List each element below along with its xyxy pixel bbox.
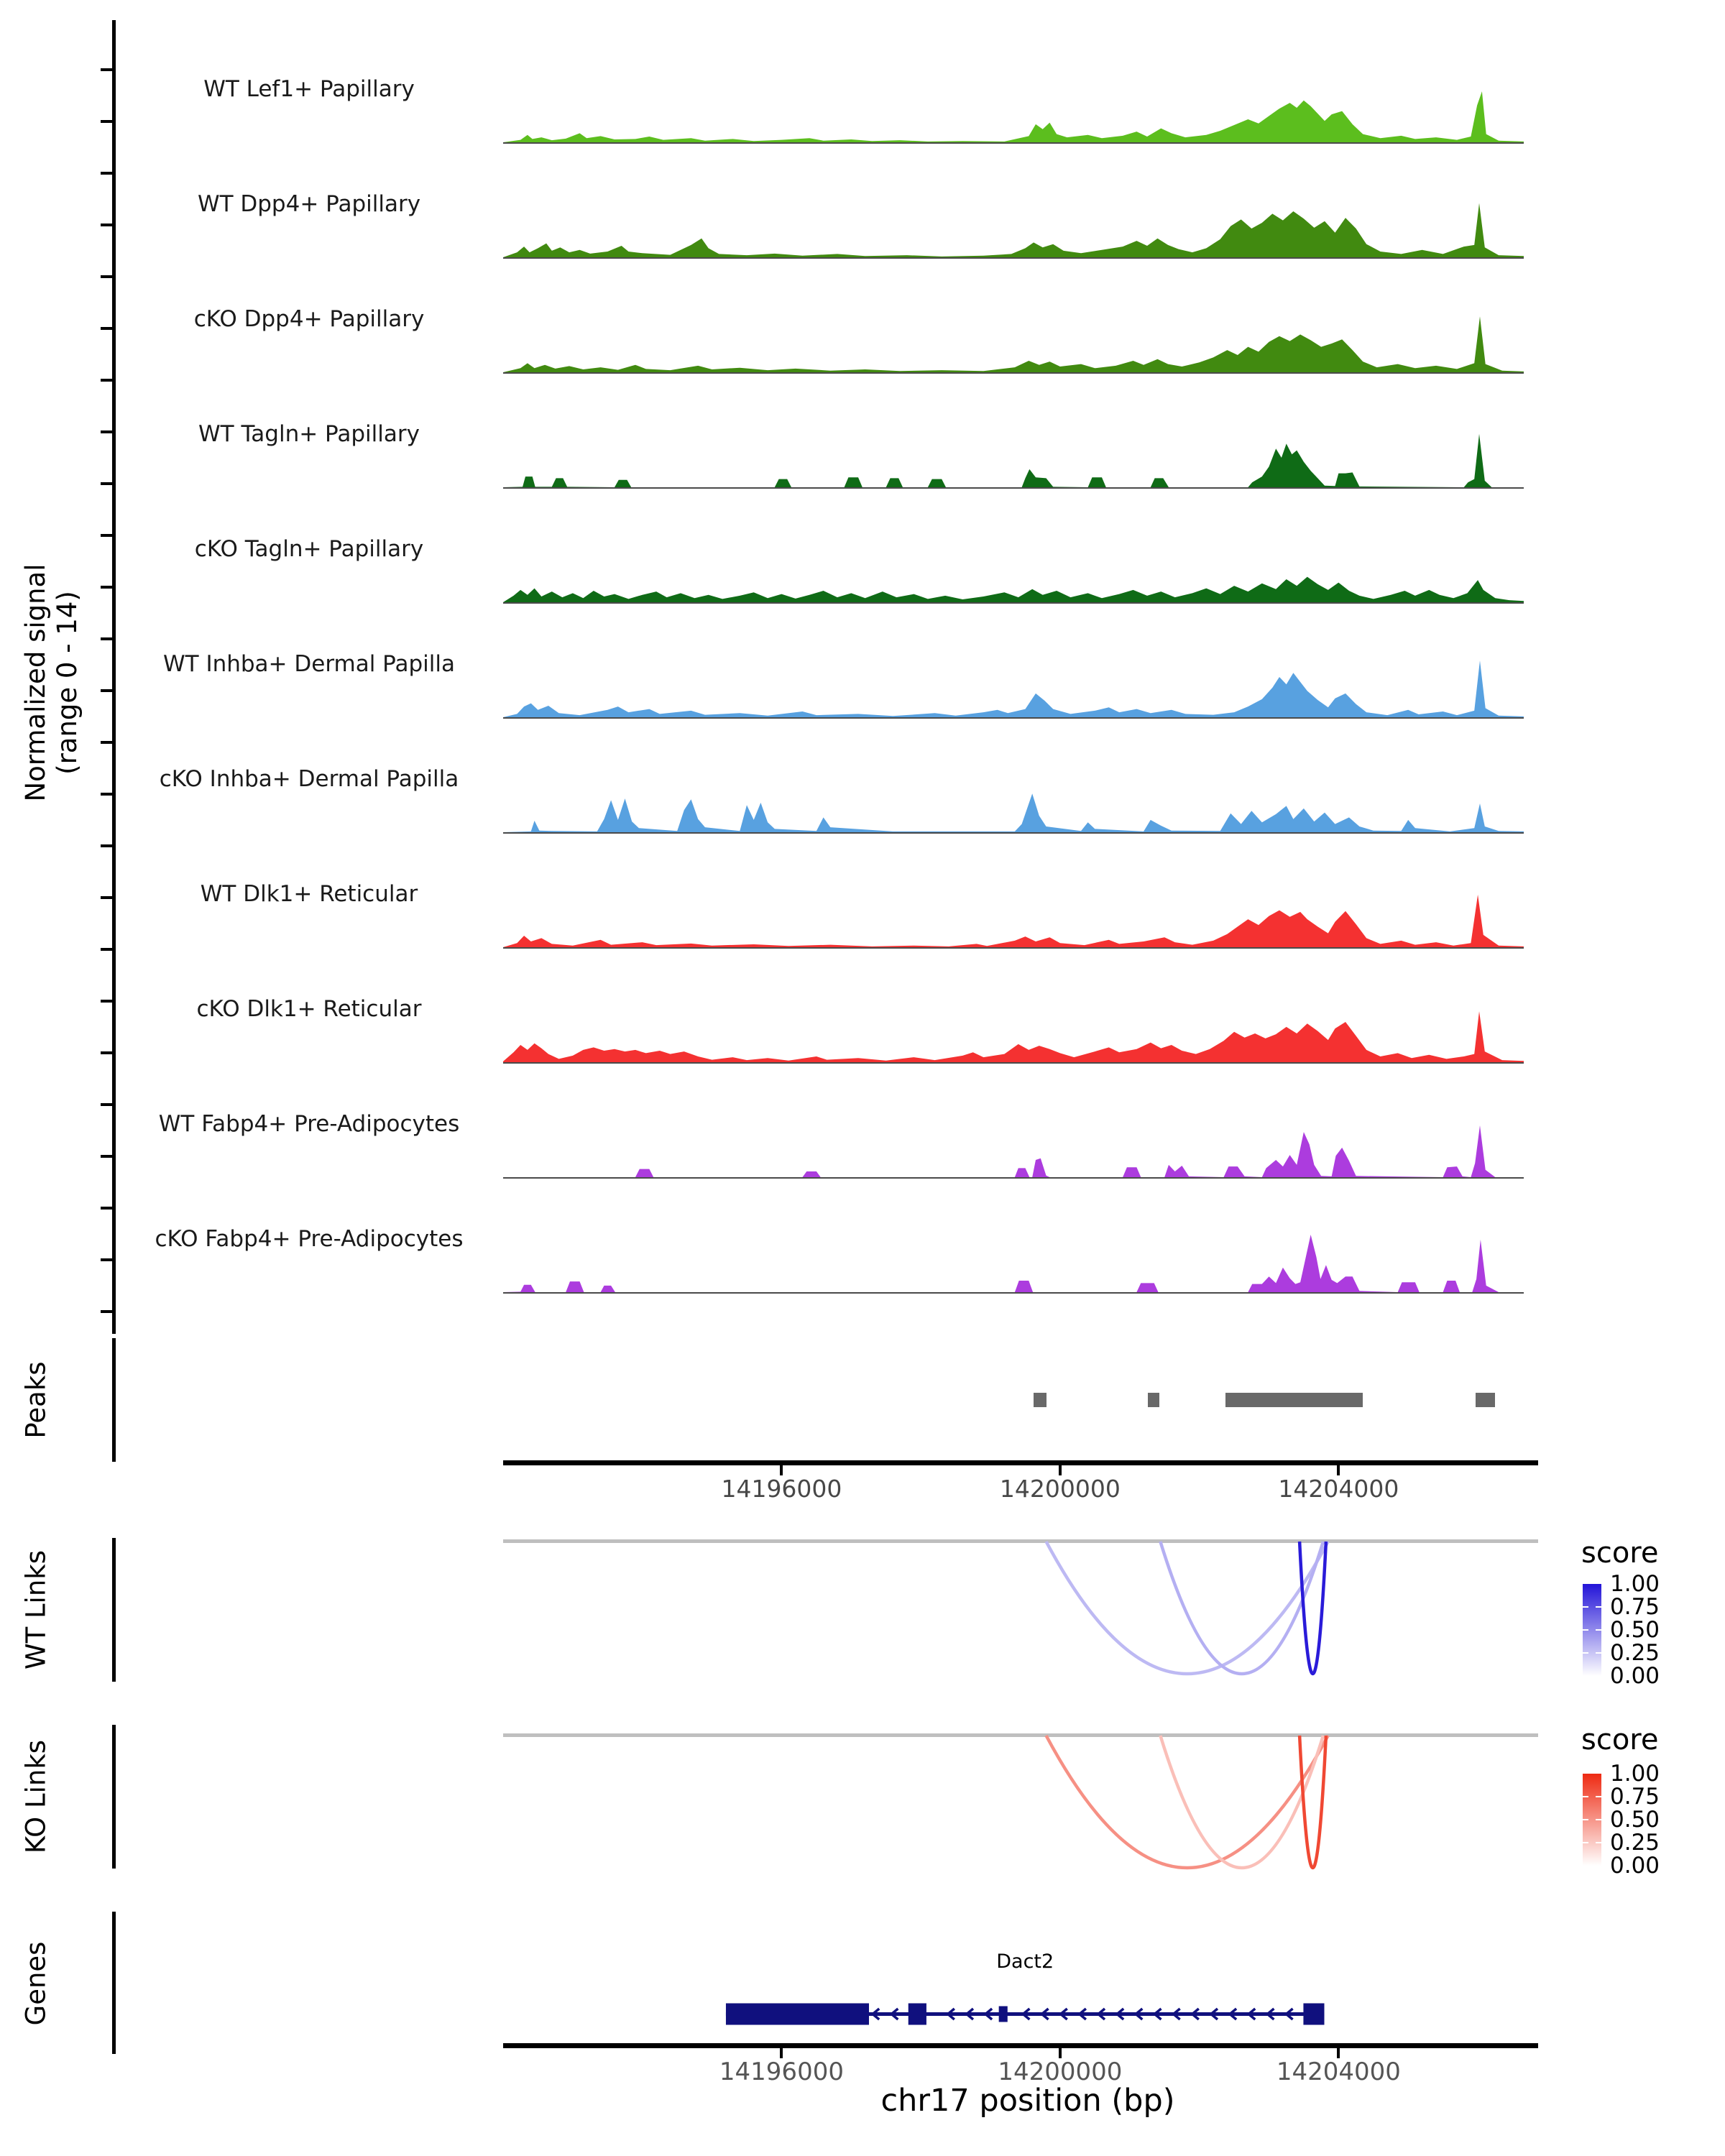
signal-y-axis-tick — [101, 586, 114, 589]
track-baseline — [503, 142, 1524, 144]
coverage-track-cko-tagln-papillary — [503, 543, 1524, 604]
score-legend-tick-label: 0.25 — [1610, 1640, 1660, 1666]
genome-axis-tick — [1059, 1465, 1062, 1475]
peak-region — [1225, 1393, 1363, 1407]
genes-section-label: Genes — [20, 1941, 52, 2026]
genome-axis-tick-label: 14196000 — [719, 2058, 844, 2086]
signal-y-axis-tick — [101, 1103, 114, 1106]
score-legend-tick-label: 0.00 — [1610, 1853, 1660, 1879]
coverage-track-cko-fabp4-pre-adipocytes — [503, 1233, 1524, 1294]
link-arc — [1046, 1542, 1328, 1674]
track-label: WT Tagln+ Papillary — [198, 421, 420, 447]
track-baseline — [503, 1062, 1524, 1064]
signal-y-axis-tick — [101, 430, 114, 433]
signal-y-axis-tick — [101, 1000, 114, 1003]
gene-exon — [1303, 2004, 1324, 2025]
score-legend-tick-label: 0.75 — [1610, 1594, 1660, 1620]
ko-links-axis-bar — [112, 1725, 116, 1869]
signal-y-axis-tick — [101, 1310, 114, 1313]
score-legend-title: score — [1581, 1723, 1659, 1756]
score-legend-gradient-tick — [1596, 1842, 1601, 1843]
score-legend-tick-label: 0.50 — [1610, 1617, 1660, 1643]
signal-y-axis-tick — [101, 68, 114, 71]
track-label: cKO Fabp4+ Pre-Adipocytes — [155, 1226, 464, 1252]
wt-links-arcs — [503, 1542, 1524, 1685]
coverage-track-cko-dpp4-papillary — [503, 313, 1524, 374]
signal-y-axis-tick — [101, 379, 114, 382]
genome-axis-tick-label: 14204000 — [1278, 1475, 1399, 1503]
track-label: cKO Dlk1+ Reticular — [196, 996, 422, 1022]
score-legend-tick-label: 1.00 — [1610, 1761, 1660, 1787]
signal-y-axis-tick — [101, 120, 114, 123]
coverage-track-cko-dlk1-reticular — [503, 1003, 1524, 1064]
score-legend-gradient-tick — [1583, 1629, 1588, 1631]
coverage-track-wt-inhba-dermal-papilla — [503, 658, 1524, 719]
gene-exon — [999, 2007, 1008, 2022]
score-legend-gradient-tick — [1583, 1652, 1588, 1654]
genome-axis-tick — [1059, 2048, 1062, 2058]
coverage-track-cko-inhba-dermal-papilla — [503, 773, 1524, 834]
gene-exon — [726, 2004, 869, 2025]
gene-model — [503, 1998, 1524, 2031]
track-label: WT Fabp4+ Pre-Adipocytes — [158, 1111, 460, 1137]
track-baseline — [503, 717, 1524, 719]
track-label: WT Dpp4+ Papillary — [197, 191, 421, 217]
genome-axis-tick-label: 14200000 — [999, 1475, 1121, 1503]
genome-axis-tick — [780, 2048, 783, 2058]
signal-y-axis-tick — [101, 741, 114, 744]
score-legend-tick-label: 1.00 — [1610, 1571, 1660, 1597]
gene-name-label: Dact2 — [996, 1950, 1054, 1973]
score-legend-tick-label: 0.25 — [1610, 1830, 1660, 1856]
score-legend-gradient-tick — [1583, 1819, 1588, 1820]
genome-axis-tick — [780, 1465, 783, 1475]
score-legend-gradient-tick — [1596, 1652, 1601, 1654]
score-legend-gradient-tick — [1583, 1606, 1588, 1608]
y-axis-label-line2: (range 0 - 14) — [52, 591, 83, 775]
score-legend-title: score — [1581, 1537, 1659, 1570]
genome-axis-tick — [1337, 2048, 1340, 2058]
peak-region — [1148, 1393, 1159, 1407]
track-label: WT Lef1+ Papillary — [203, 76, 415, 102]
signal-y-axis-tick — [101, 1207, 114, 1210]
signal-y-axis-tick — [101, 1258, 114, 1261]
score-legend-gradient-tick — [1596, 1629, 1601, 1631]
score-legend-gradient-tick — [1583, 1796, 1588, 1797]
signal-y-axis-tick — [101, 482, 114, 485]
peak-region — [1034, 1393, 1046, 1407]
coverage-track-wt-lef1-papillary — [503, 83, 1524, 144]
genome-axis-tick-label: 14200000 — [998, 2058, 1123, 2086]
y-axis-label-line1: Normalized signal — [20, 563, 51, 802]
track-baseline — [503, 1292, 1524, 1294]
track-baseline — [503, 832, 1524, 834]
signal-y-axis-tick — [101, 275, 114, 278]
track-baseline — [503, 257, 1524, 259]
genome-axis-tick-label: 14204000 — [1276, 2058, 1401, 2086]
genome-axis-upper — [503, 1460, 1538, 1465]
track-baseline — [503, 602, 1524, 604]
signal-y-axis-tick — [101, 172, 114, 175]
genome-axis-tick — [1337, 1465, 1340, 1475]
genome-axis-lower — [503, 2043, 1538, 2048]
y-axis-label — [20, 563, 83, 801]
gene-exon — [908, 2004, 926, 2025]
ko-links-section-label: KO Links — [20, 1739, 52, 1854]
coverage-track-wt-dlk1-reticular — [503, 888, 1524, 949]
score-legend-tick-label: 0.75 — [1610, 1784, 1660, 1810]
signal-y-axis-tick — [101, 224, 114, 226]
signal-y-axis-tick — [101, 689, 114, 692]
peaks-section-label: Peaks — [20, 1361, 52, 1439]
peak-region — [1476, 1393, 1495, 1407]
track-baseline — [503, 947, 1524, 949]
wt-links-section-label: WT Links — [20, 1550, 52, 1669]
x-axis-title: chr17 position (bp) — [880, 2083, 1175, 2119]
genes-axis-bar — [112, 1912, 116, 2054]
link-arc — [1300, 1736, 1326, 1868]
signal-y-axis-tick — [101, 896, 114, 899]
track-label: cKO Dpp4+ Papillary — [193, 306, 425, 332]
track-label: cKO Inhba+ Dermal Papilla — [159, 766, 459, 792]
coverage-track-wt-fabp4-pre-adipocytes — [503, 1118, 1524, 1179]
signal-y-axis-tick — [101, 793, 114, 796]
track-label: WT Dlk1+ Reticular — [200, 881, 418, 907]
score-legend-tick-label: 0.00 — [1610, 1663, 1660, 1689]
score-legend-gradient-tick — [1583, 1842, 1588, 1843]
coverage-track-wt-dpp4-papillary — [503, 198, 1524, 259]
score-legend-tick-label: 0.50 — [1610, 1807, 1660, 1833]
link-arc — [1300, 1542, 1326, 1674]
signal-y-axis-tick — [101, 327, 114, 330]
score-legend-gradient-tick — [1596, 1606, 1601, 1608]
track-baseline — [503, 372, 1524, 374]
score-legend-gradient-tick — [1596, 1819, 1601, 1820]
coverage-track-wt-tagln-papillary — [503, 428, 1524, 489]
peaks-axis-bar — [112, 1338, 116, 1462]
score-legend-gradient-tick — [1596, 1796, 1601, 1797]
track-baseline — [503, 1177, 1524, 1179]
wt-links-axis-bar — [112, 1538, 116, 1682]
track-label: cKO Tagln+ Papillary — [194, 536, 424, 562]
signal-y-axis-tick — [101, 1051, 114, 1054]
track-baseline — [503, 487, 1524, 489]
genome-axis-tick-label: 14196000 — [721, 1475, 842, 1503]
link-arc — [1046, 1736, 1328, 1868]
signal-y-axis-tick — [101, 948, 114, 951]
signal-y-axis-tick — [101, 1155, 114, 1158]
ko-links-arcs — [503, 1736, 1524, 1879]
signal-y-axis-tick — [101, 534, 114, 537]
track-label: WT Inhba+ Dermal Papilla — [163, 651, 455, 677]
signal-y-axis-tick — [101, 637, 114, 640]
signal-y-axis-tick — [101, 844, 114, 847]
